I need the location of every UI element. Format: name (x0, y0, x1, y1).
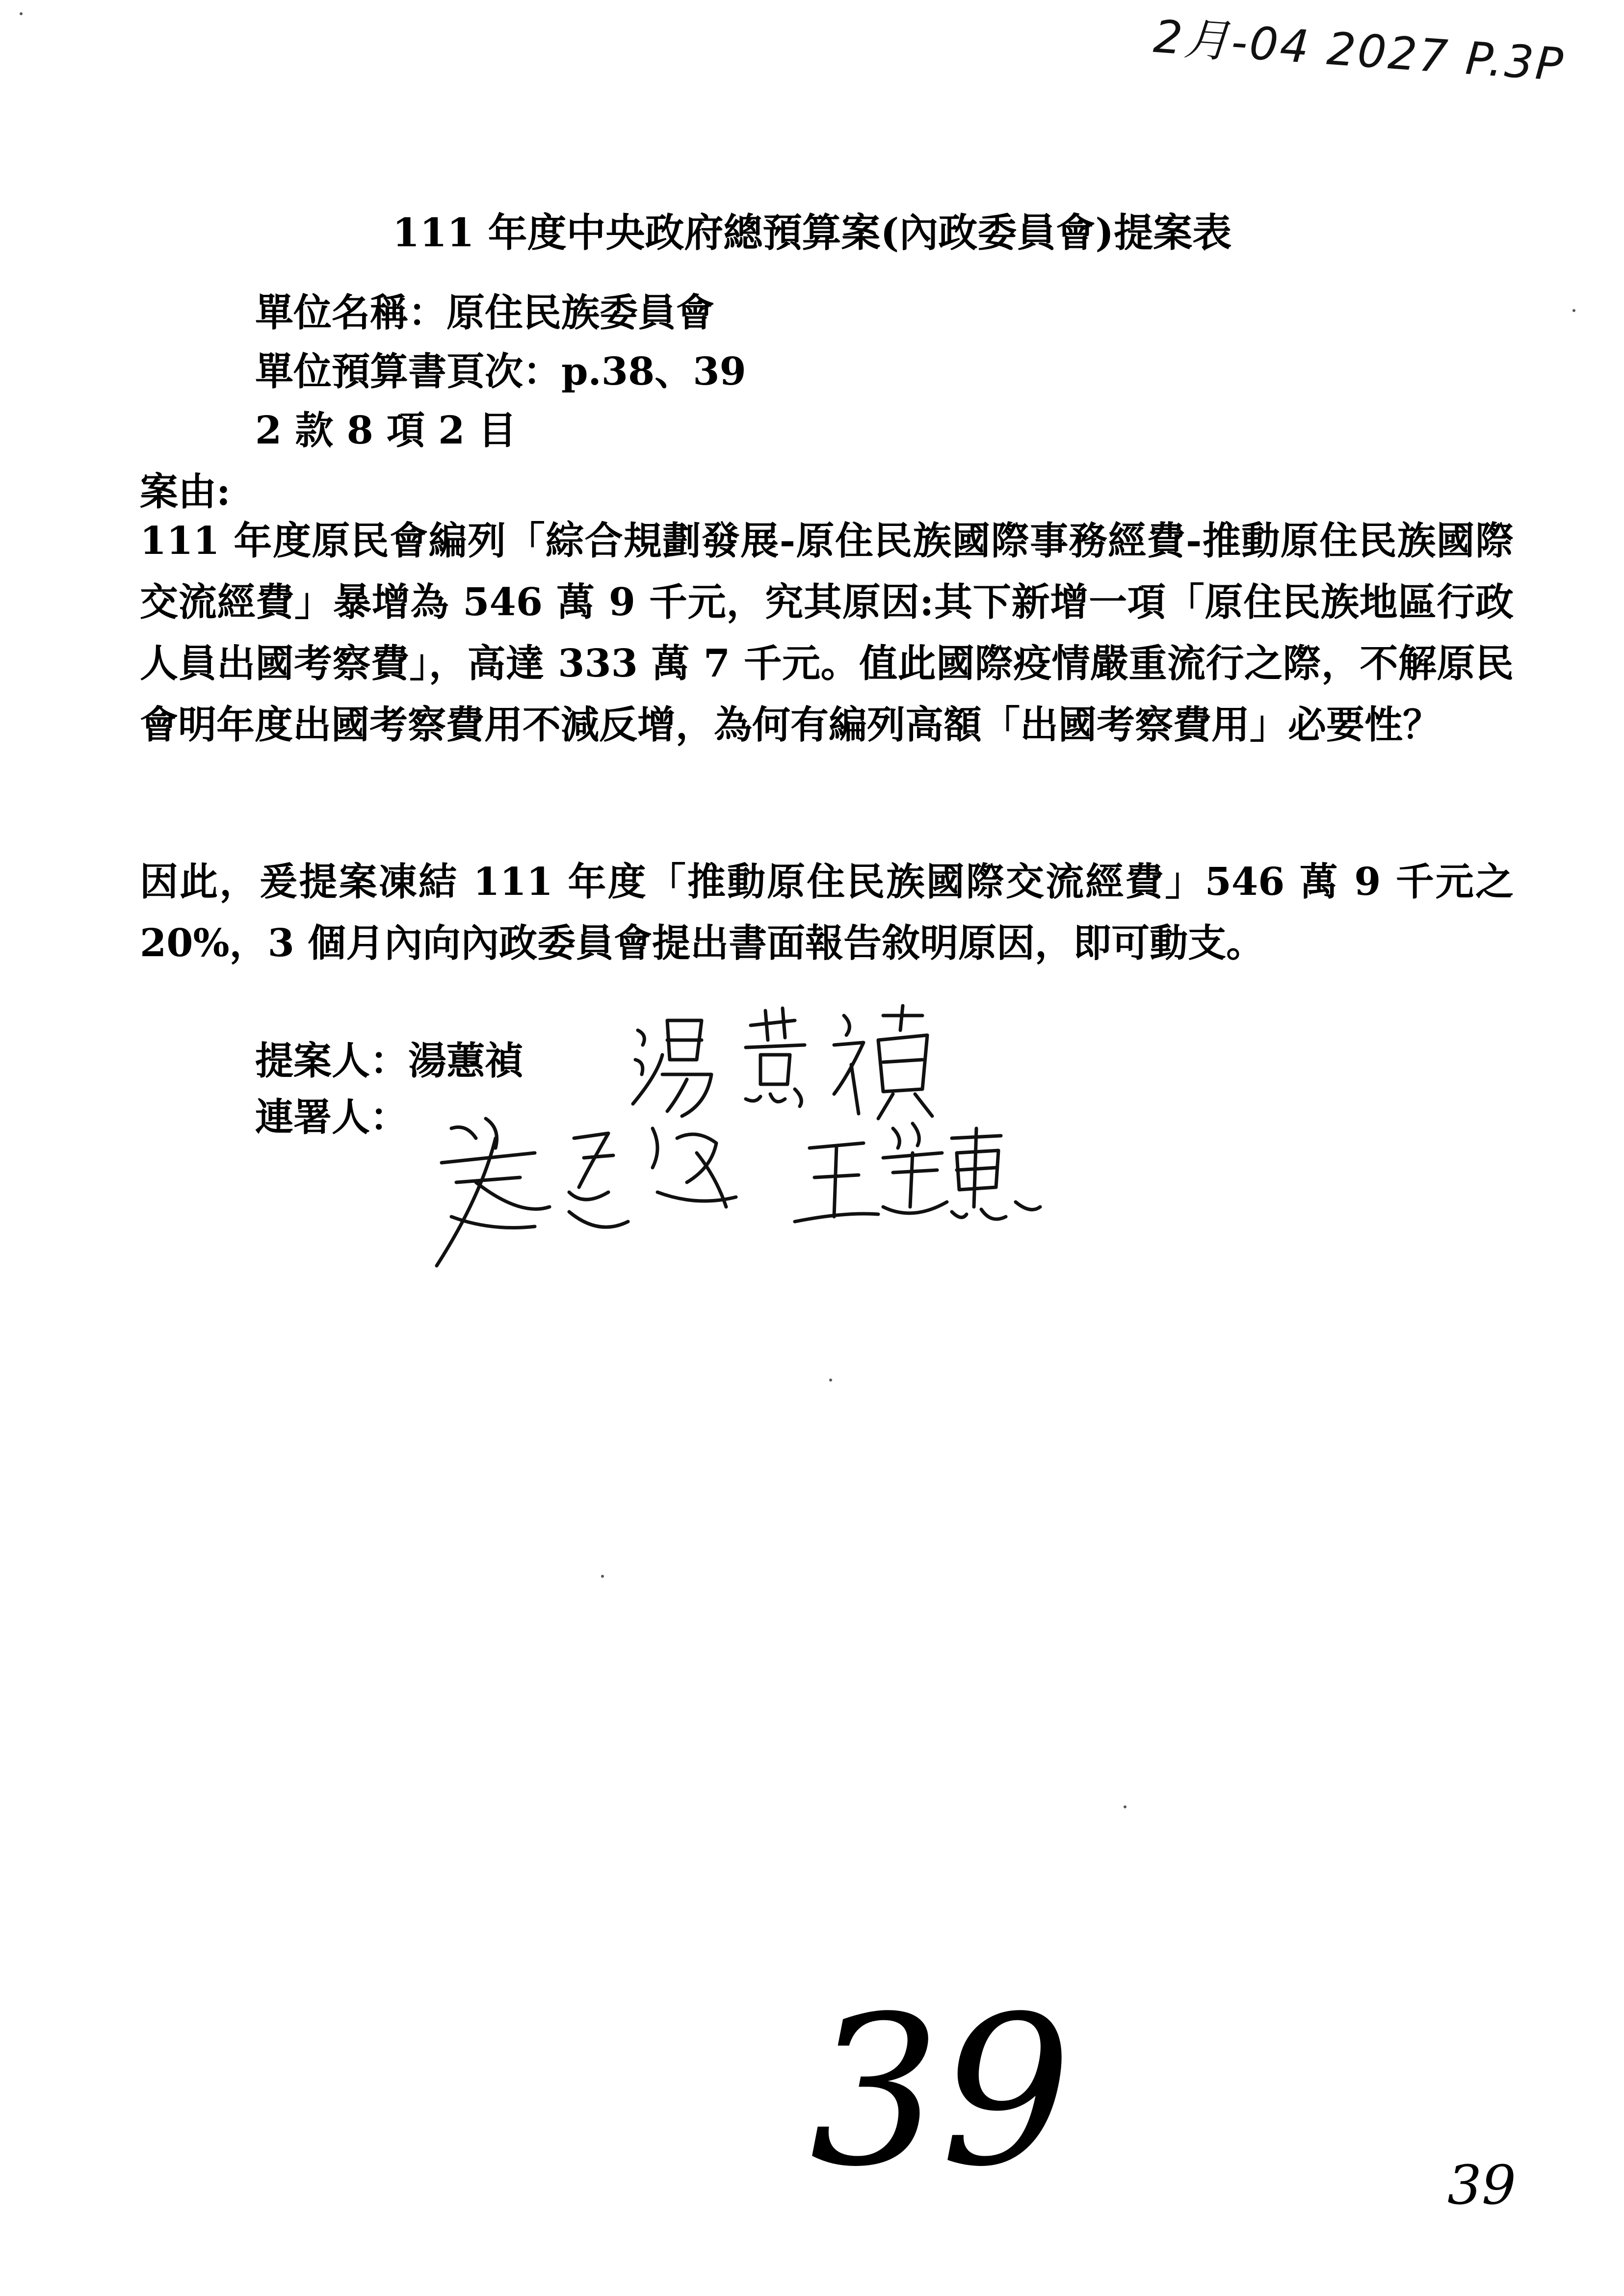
unit-name: 單位名稱：原住民族委員會 (255, 290, 715, 335)
scan-speck (1572, 309, 1575, 312)
scan-speck (601, 1575, 604, 1578)
resolution-paragraph: 因此，爰提案凍結 111 年度「推動原住民族國際交流經費」546 萬 9 千元之 20%，3 個月內向內政委員會提出書面報告敘明原因，即可動支。 (140, 860, 1514, 965)
page-title: 111 年度中央政府總預算案(內政委員會)提案表 (392, 209, 1232, 256)
cosigner-label: 連署人： (255, 1095, 409, 1140)
scan-speck (829, 1379, 832, 1382)
scan-speck (20, 12, 23, 15)
item-reference: 2 款 8 項 2 目 (255, 408, 517, 453)
reason-label: 案由: (140, 470, 231, 514)
proposer-label: 提案人：湯蕙禎 (255, 1039, 524, 1083)
reason-paragraph: 111 年度原民會編列「綜合規劃發展-原住民族國際事務經費-推動原住民族國際交流經費」暴增為 546 萬 9 千元，究其原因:其下新增一項「原住民族地區行政人員出國考察費」，高達 333 萬 7 千元。值此國際疫情嚴重流行之際，不解原民會明年度出國考察費用不減反增，為何有編列高額「出國考察費用」必要性？ (140, 519, 1514, 747)
page-number-small: 39 (1447, 2154, 1516, 2217)
scan-speck (1124, 1805, 1126, 1808)
date-stamp: 2月-04 2027 P.3P (1152, 10, 1567, 92)
page-number-handwritten: 39 (810, 1972, 1072, 2212)
budget-pages: 單位預算書頁次：p.38、39 (255, 349, 746, 394)
cosigner-signatures (422, 1109, 1060, 1276)
